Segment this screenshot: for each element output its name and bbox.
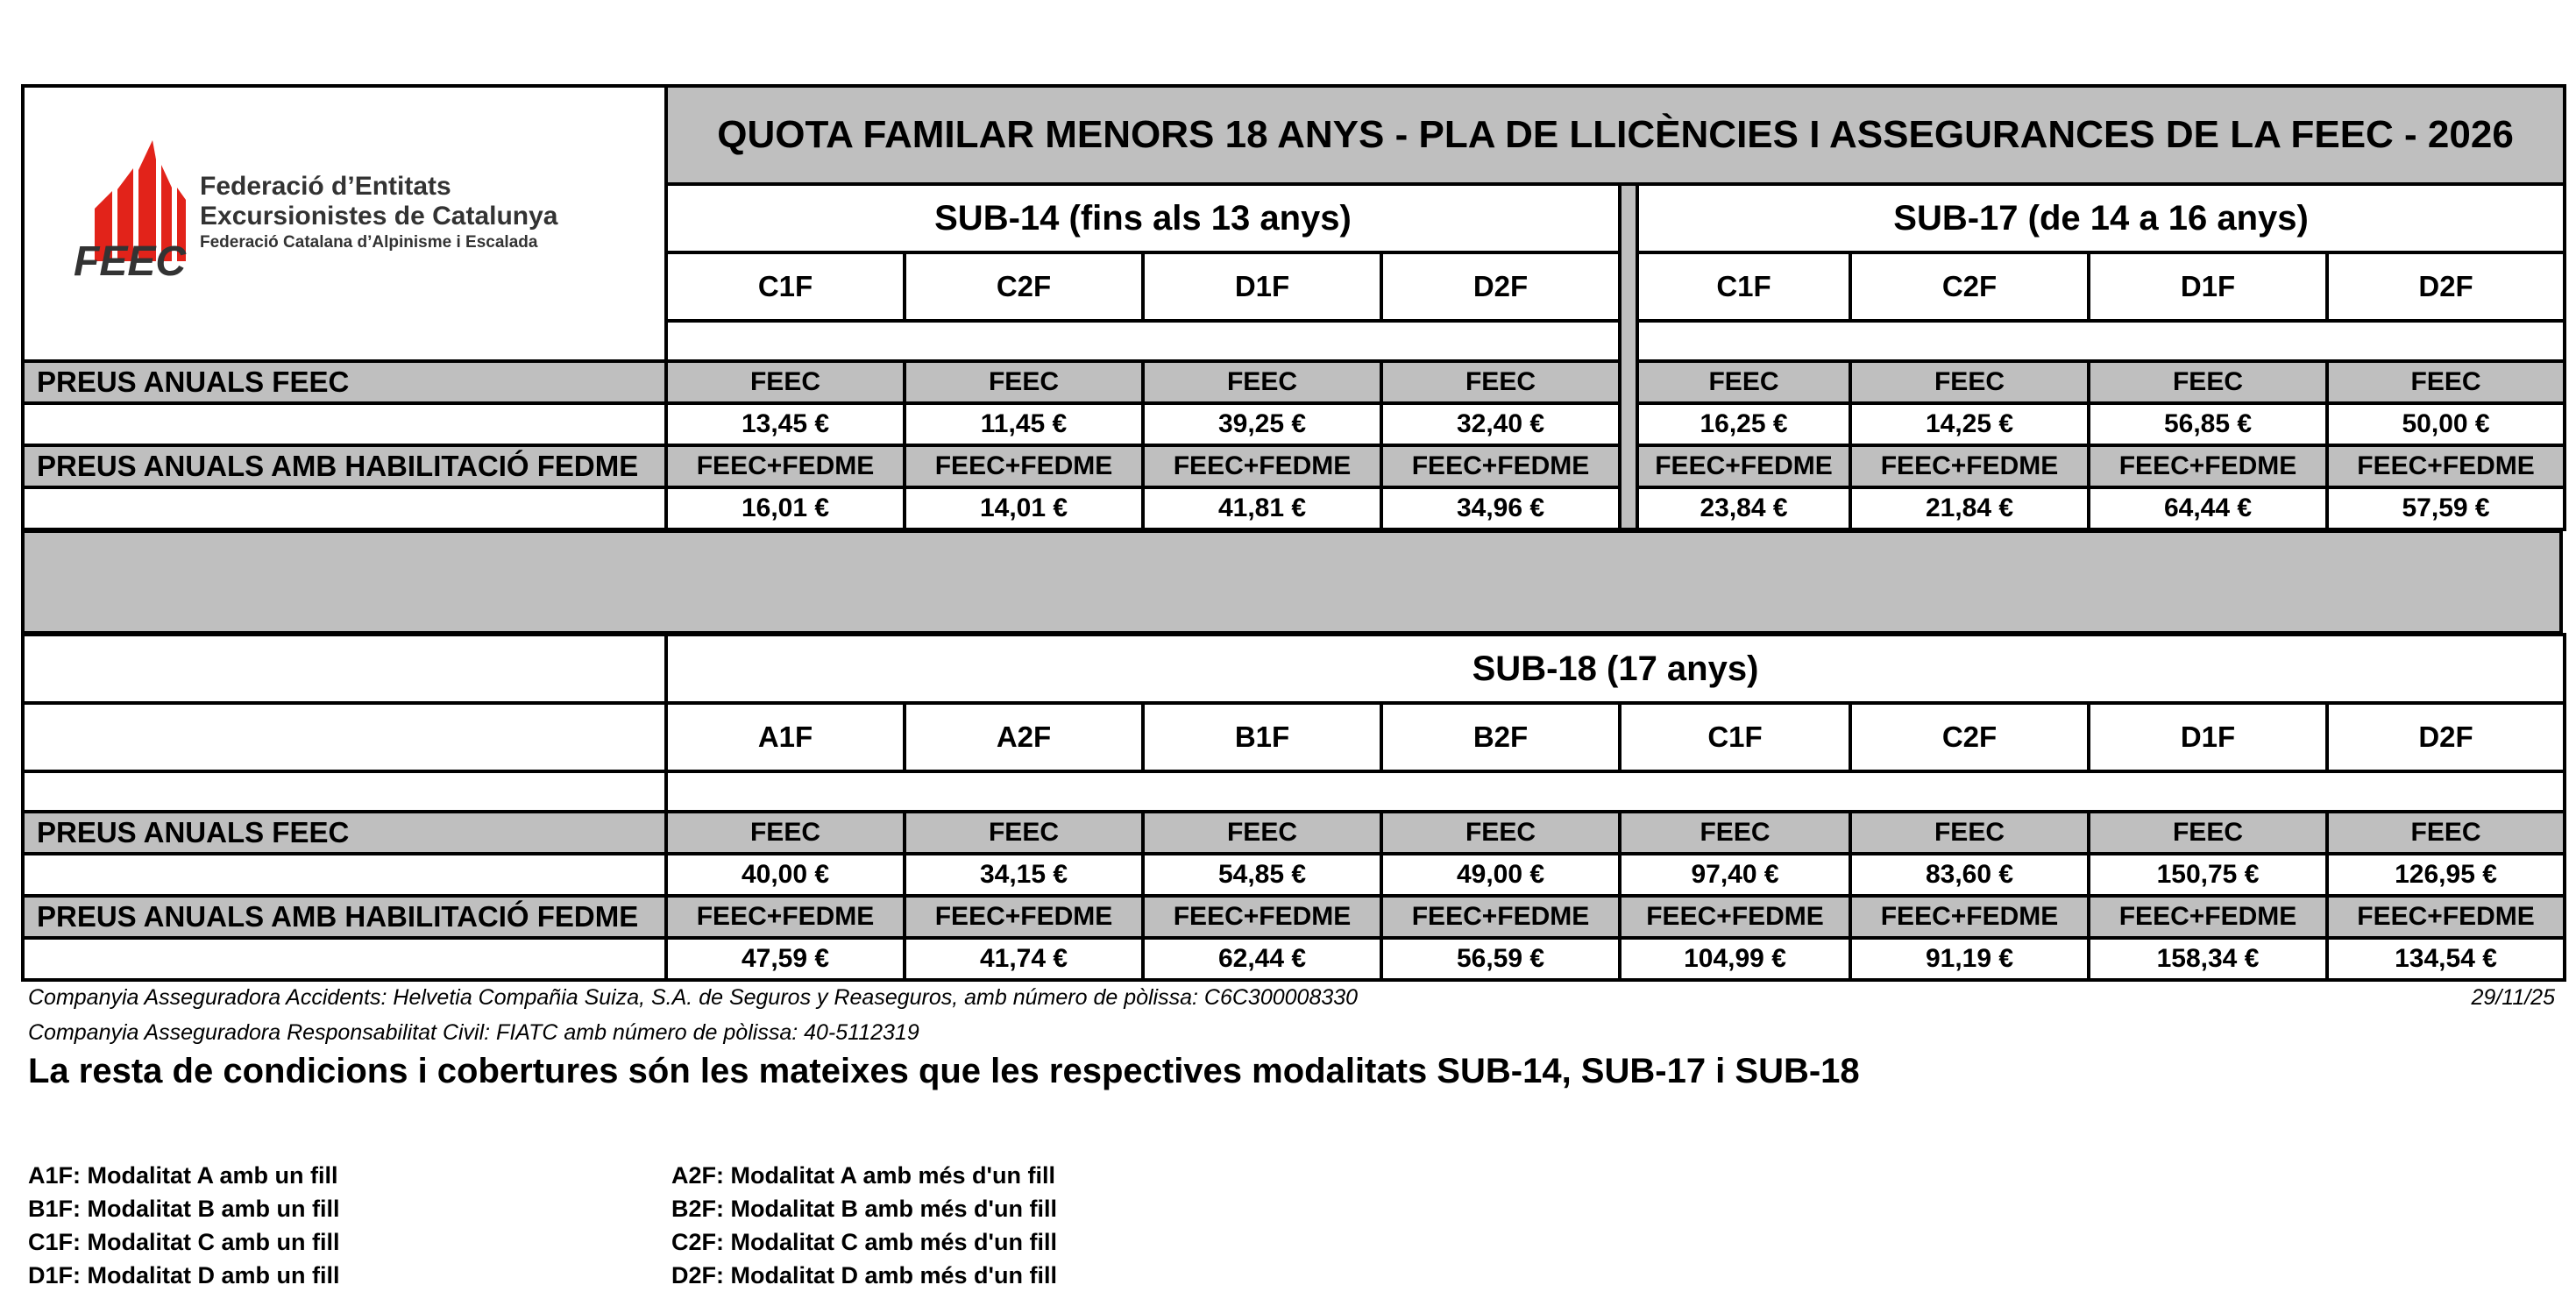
legend-item: A2F: Modalitat A amb més d'un fill (671, 1162, 1055, 1189)
feec-cell: FEEC (1381, 812, 1620, 854)
fedme-cell: FEEC+FEDME (2327, 445, 2565, 487)
code-cell: D1F (2089, 703, 2327, 771)
feec-cell: FEEC (666, 361, 905, 403)
group-separator (1620, 184, 1637, 529)
feec-cell: FEEC (1850, 812, 2089, 854)
feec-cell: FEEC (1850, 361, 2089, 403)
code-cell: D2F (2327, 703, 2565, 771)
price-cell: 11,45 € (905, 403, 1143, 445)
code-cell: C1F (1637, 252, 1850, 321)
price-cell: 150,75 € (2089, 854, 2327, 896)
spacer-cell (666, 771, 2565, 812)
logo-name-line3: Federació Catalana d’Alpinisme i Escalada (200, 233, 538, 252)
insurer-civil-note: Companyia Asseguradora Responsabilitat Civil: FIATC amb número de pòlissa: 40-5112319 (28, 1020, 919, 1045)
price-cell: 40,00 € (666, 854, 905, 896)
feec-cell: FEEC (666, 812, 905, 854)
price-cell: 54,85 € (1143, 854, 1381, 896)
price-cell: 104,99 € (1620, 938, 1850, 980)
document-date: 29/11/25 (2471, 985, 2555, 1010)
page-title: QUOTA FAMILAR MENORS 18 ANYS - PLA DE LLICÈNCIES I ASSEGURANCES DE LA FEEC - 2026 (666, 86, 2565, 184)
logo-cell (23, 86, 666, 361)
group-header-sub18: SUB-18 (17 anys) (666, 635, 2565, 703)
price-cell: 56,85 € (2089, 403, 2327, 445)
feec-cell: FEEC (2089, 361, 2327, 403)
feec-cell: FEEC (2327, 361, 2565, 403)
code-cell: D1F (1143, 252, 1381, 321)
legend-item: C1F: Modalitat C amb un fill (28, 1229, 340, 1255)
fedme-cell: FEEC+FEDME (1381, 445, 1620, 487)
code-cell: C1F (666, 252, 905, 321)
fedme-cell: FEEC+FEDME (1850, 896, 2089, 938)
row-label-feec: PREUS ANUALS FEEC (23, 812, 666, 854)
price-cell: 34,15 € (905, 854, 1143, 896)
code-cell: B2F (1381, 703, 1620, 771)
price-cell: 134,54 € (2327, 938, 2565, 980)
price-cell: 56,59 € (1381, 938, 1620, 980)
empty-label-cell (23, 854, 666, 896)
fedme-cell: FEEC+FEDME (1143, 896, 1381, 938)
feec-cell: FEEC (2089, 812, 2327, 854)
fedme-cell: FEEC+FEDME (905, 896, 1143, 938)
price-cell: 57,59 € (2327, 487, 2565, 529)
fedme-cell: FEEC+FEDME (1143, 445, 1381, 487)
feec-cell: FEEC (1381, 361, 1620, 403)
price-cell: 14,01 € (905, 487, 1143, 529)
empty-label-cell (23, 938, 666, 980)
logo-acronym: FEEC (74, 238, 187, 279)
conditions-note: La resta de condicions i cobertures són les mateixes que les respectives modalitats SUB-14, SUB-17 i SUB-18 (28, 1052, 1860, 1090)
fedme-cell: FEEC+FEDME (2327, 896, 2565, 938)
price-cell: 91,19 € (1850, 938, 2089, 980)
fedme-cell: FEEC+FEDME (1381, 896, 1620, 938)
feec-cell: FEEC (905, 361, 1143, 403)
code-cell: D2F (1381, 252, 1620, 321)
code-cell: D2F (2327, 252, 2565, 321)
insurer-accidents-note: Companyia Asseguradora Accidents: Helvetia Compañia Suiza, S.A. de Seguros y Reaseguros, amb número de pòlissa: C6C300008330 (28, 985, 1359, 1010)
row-label-feec: PREUS ANUALS FEEC (23, 361, 666, 403)
pricing-table-sub14-sub17 (21, 84, 2566, 531)
price-cell: 41,74 € (905, 938, 1143, 980)
row-label-fedme: PREUS ANUALS AMB HABILITACIÓ FEDME (23, 896, 666, 938)
feec-cell: FEEC (905, 812, 1143, 854)
group-header-sub17: SUB-17 (de 14 a 16 anys) (1637, 184, 2565, 252)
legend-item: B2F: Modalitat B amb més d'un fill (671, 1196, 1057, 1222)
logo-name-line2: Excursionistes de Catalunya (200, 202, 558, 231)
spacer-cell (23, 771, 666, 812)
feec-cell: FEEC (1637, 361, 1850, 403)
row-label-fedme: PREUS ANUALS AMB HABILITACIÓ FEDME (23, 445, 666, 487)
logo-name-line1: Federació d’Entitats (200, 172, 451, 201)
price-cell: 32,40 € (1381, 403, 1620, 445)
price-cell: 39,25 € (1143, 403, 1381, 445)
empty-header-cell (23, 635, 666, 703)
feec-cell: FEEC (1620, 812, 1850, 854)
price-cell: 21,84 € (1850, 487, 2089, 529)
code-cell: B1F (1143, 703, 1381, 771)
price-cell: 64,44 € (2089, 487, 2327, 529)
price-cell: 16,25 € (1637, 403, 1850, 445)
price-cell: 97,40 € (1620, 854, 1850, 896)
legend-item: D1F: Modalitat D amb un fill (28, 1262, 340, 1288)
gray-separator-band (21, 529, 2563, 635)
fedme-cell: FEEC+FEDME (905, 445, 1143, 487)
legend-item: A1F: Modalitat A amb un fill (28, 1162, 338, 1189)
spacer-cell (666, 321, 1620, 361)
spacer-cell (1637, 321, 2565, 361)
code-cell: C2F (1850, 703, 2089, 771)
price-cell: 49,00 € (1381, 854, 1620, 896)
price-cell: 13,45 € (666, 403, 905, 445)
price-cell: 14,25 € (1850, 403, 2089, 445)
code-cell: C1F (1620, 703, 1850, 771)
fedme-cell: FEEC+FEDME (666, 445, 905, 487)
feec-cell: FEEC (1143, 812, 1381, 854)
code-cell: D1F (2089, 252, 2327, 321)
code-cell: C2F (905, 252, 1143, 321)
price-cell: 34,96 € (1381, 487, 1620, 529)
price-cell: 23,84 € (1637, 487, 1850, 529)
price-cell: 47,59 € (666, 938, 905, 980)
legend-item: C2F: Modalitat C amb més d'un fill (671, 1229, 1057, 1255)
fedme-cell: FEEC+FEDME (1637, 445, 1850, 487)
fedme-cell: FEEC+FEDME (1850, 445, 2089, 487)
price-cell: 50,00 € (2327, 403, 2565, 445)
feec-logo-icon (68, 138, 612, 279)
code-cell: A2F (905, 703, 1143, 771)
empty-label-cell (23, 487, 666, 529)
fedme-cell: FEEC+FEDME (1620, 896, 1850, 938)
group-header-sub14: SUB-14 (fins als 13 anys) (666, 184, 1620, 252)
price-cell: 158,34 € (2089, 938, 2327, 980)
feec-cell: FEEC (1143, 361, 1381, 403)
legend-item: D2F: Modalitat D amb més d'un fill (671, 1262, 1057, 1288)
fedme-cell: FEEC+FEDME (666, 896, 905, 938)
fedme-cell: FEEC+FEDME (2089, 896, 2327, 938)
empty-header-cell (23, 703, 666, 771)
price-cell: 62,44 € (1143, 938, 1381, 980)
empty-label-cell (23, 403, 666, 445)
feec-cell: FEEC (2327, 812, 2565, 854)
price-cell: 126,95 € (2327, 854, 2565, 896)
code-cell: A1F (666, 703, 905, 771)
price-cell: 41,81 € (1143, 487, 1381, 529)
price-cell: 83,60 € (1850, 854, 2089, 896)
code-cell: C2F (1850, 252, 2089, 321)
price-cell: 16,01 € (666, 487, 905, 529)
pricing-table-sub18 (21, 633, 2566, 982)
fedme-cell: FEEC+FEDME (2089, 445, 2327, 487)
legend-item: B1F: Modalitat B amb un fill (28, 1196, 340, 1222)
